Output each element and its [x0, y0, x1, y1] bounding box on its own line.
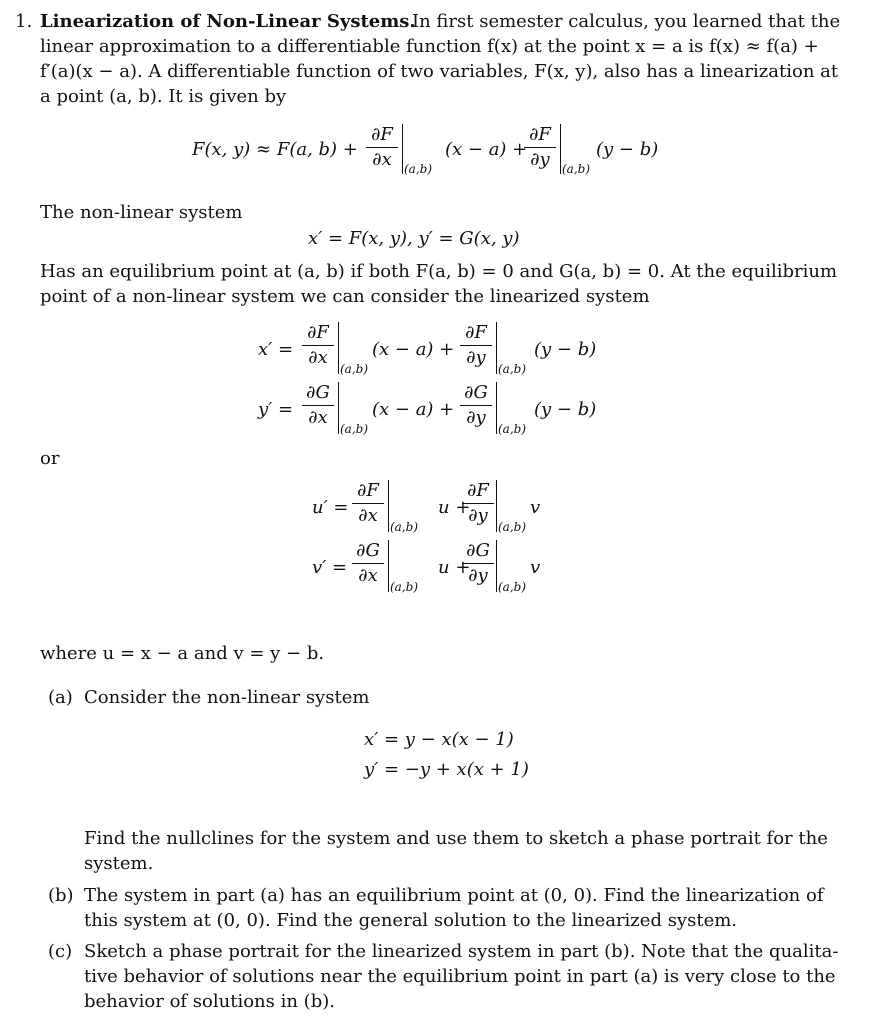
- part-c-line-2: tive behavior of solutions near the equilibrium point in part (a) is very close to the: [84, 966, 836, 987]
- x-minus-a-term: (x − a) +: [372, 399, 455, 420]
- u-prime-label: u′ =: [312, 497, 349, 518]
- part-c-line-1: Sketch a phase portrait for the linearized system in part (b). Note that the qualita-: [84, 941, 839, 962]
- eq1-term1: (x − a) +: [445, 139, 528, 160]
- frac-den: ∂y: [468, 505, 488, 526]
- part-c-line-3: behavior of solutions in (b).: [84, 991, 335, 1012]
- x-prime-label: x′ =: [258, 339, 294, 360]
- frac-den: ∂x: [358, 565, 378, 586]
- partial-gy: [460, 382, 492, 429]
- v-term: v: [530, 497, 541, 518]
- y-minus-b-term: (y − b): [534, 399, 597, 420]
- frac-num: ∂F: [371, 124, 393, 145]
- partial-fx: [302, 322, 334, 369]
- frac-den: ∂y: [466, 407, 486, 428]
- frac-den: ∂y: [466, 347, 486, 368]
- frac-num: ∂F: [465, 322, 487, 343]
- equilibrium-line-1: Has an equilibrium point at (a, b) if both F(a, b) = 0 and G(a, b) = 0. At the equilibrium: [40, 261, 838, 282]
- problem-title: Linearization of Non-Linear Systems.: [40, 11, 416, 32]
- frac-num: ∂G: [464, 382, 488, 403]
- frac-den: ∂x: [372, 149, 392, 170]
- part-c-label: (c): [48, 941, 73, 962]
- frac-den: ∂x: [358, 505, 378, 526]
- frac-num: ∂F: [467, 480, 489, 501]
- system-equation: x′ = F(x, y), y′ = G(x, y): [308, 228, 520, 249]
- eq1-term2: (y − b): [596, 139, 659, 160]
- intro-line-2: linear approximation to a differentiable function f(x) at the point x = a is f(x) ≈ f(a) +: [40, 36, 819, 57]
- frac-den: ∂x: [308, 407, 328, 428]
- eval-point: (a,b): [498, 422, 527, 436]
- frac-den: ∂y: [468, 565, 488, 586]
- x-minus-a-term: (x − a) +: [372, 339, 455, 360]
- eq1-partial-fy: [524, 124, 556, 171]
- part-a-followup-2: system.: [84, 853, 154, 874]
- eq1-lhs: F(x, y) ≈ F(a, b) +: [192, 139, 358, 160]
- eval-bar: [496, 480, 497, 532]
- eval-point: (a,b): [340, 362, 369, 376]
- eval-point: (a,b): [498, 580, 527, 594]
- part-b-line-2: this system at (0, 0). Find the general solution to the linearized system.: [84, 910, 738, 931]
- part-b-line-1: The system in part (a) has an equilibrium point at (0, 0). Find the linearization of: [84, 885, 824, 906]
- eval-bar: [388, 480, 389, 532]
- partial-gy: [462, 540, 494, 587]
- eval-point: (a,b): [404, 162, 433, 176]
- eval-point: (a,b): [390, 520, 419, 534]
- u-plus-term: u +: [438, 497, 471, 518]
- eval-bar: [496, 382, 497, 434]
- or-text: or: [40, 448, 60, 469]
- part-a-followup-1: Find the nullclines for the system and use them to sketch a phase portrait for the: [84, 828, 828, 849]
- eval-point: (a,b): [390, 580, 419, 594]
- frac-num: ∂G: [466, 540, 490, 561]
- eq1-partial-fx: [366, 124, 398, 171]
- intro-line-1: In first semester calculus, you learned that the: [412, 11, 841, 32]
- partial-gx: [302, 382, 334, 429]
- eval-bar: [496, 322, 497, 374]
- where-text: where u = x − a and v = y − b.: [40, 643, 325, 664]
- part-a-text: Consider the non-linear system: [84, 687, 370, 708]
- frac-num: ∂F: [357, 480, 379, 501]
- v-term: v: [530, 557, 541, 578]
- eval-bar: [338, 322, 339, 374]
- part-a-label: (a): [48, 687, 73, 708]
- nonlinear-text: The non-linear system: [40, 202, 243, 223]
- eval-point: (a,b): [562, 162, 591, 176]
- problem-number: 1.: [15, 11, 33, 32]
- y-minus-b-term: (y − b): [534, 339, 597, 360]
- part-b-label: (b): [48, 885, 74, 906]
- frac-num: ∂G: [306, 382, 330, 403]
- eval-point: (a,b): [340, 422, 369, 436]
- y-prime-label: y′ =: [258, 399, 294, 420]
- frac-num: ∂F: [529, 124, 551, 145]
- intro-line-4: a point (a, b). It is given by: [40, 86, 287, 107]
- frac-den: ∂y: [530, 149, 550, 170]
- equilibrium-line-2: point of a non-linear system we can consider the linearized system: [40, 286, 650, 307]
- partial-fy: [460, 322, 492, 369]
- eval-point: (a,b): [498, 362, 527, 376]
- frac-num: ∂G: [356, 540, 380, 561]
- partial-gx: [352, 540, 384, 587]
- eval-bar: [560, 124, 561, 174]
- u-plus-term: u +: [438, 557, 471, 578]
- eval-bar: [496, 540, 497, 592]
- eval-bar: [388, 540, 389, 592]
- frac-den: ∂x: [308, 347, 328, 368]
- part-a-eq1: x′ = y − x(x − 1): [364, 729, 514, 750]
- eval-point: (a,b): [498, 520, 527, 534]
- partial-fy: [462, 480, 494, 527]
- intro-line-3: f′(a)(x − a). A differentiable function of two variables, F(x, y), also has a linearization at: [40, 61, 839, 82]
- frac-num: ∂F: [307, 322, 329, 343]
- v-prime-label: v′ =: [312, 557, 348, 578]
- part-a-eq2: y′ = −y + x(x + 1): [364, 759, 529, 780]
- partial-fx: [352, 480, 384, 527]
- eval-bar: [402, 124, 403, 174]
- eval-bar: [338, 382, 339, 434]
